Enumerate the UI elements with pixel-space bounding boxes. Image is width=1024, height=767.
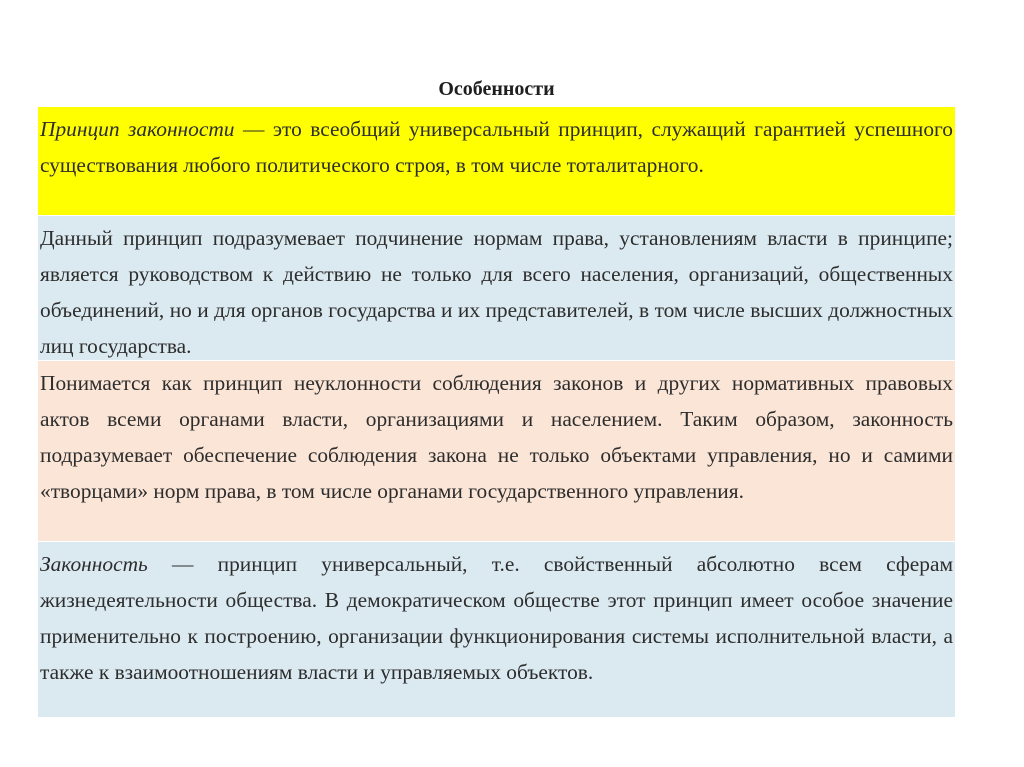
row-text: — принцип универсальный, т.е. свойственный абсолютно всем сферам жизнедеятельности общества. В демократическом обществе этот принцип имеет особое значение применительно к построению, организации функционирования системы исполнительной власти, а также к взаимоотношениям власти и управляемых объектов.	[40, 552, 953, 684]
table-row-principle-of-legality	[38, 107, 955, 215]
table-header	[38, 72, 955, 107]
row-text: Данный принцип подразумевает подчинение нормам права, установлениям власти в принципе; является руководством к действию не только для всего населения, организаций, общественных объединений, но и для органов государства и их представителей, в том числе высших должностных лиц государства.	[40, 226, 953, 358]
table-row-compliance	[38, 360, 955, 541]
row-text: Понимается как принцип неуклонности соблюдения законов и других нормативных правовых актов всеми органами власти, организациями и населением. Таким образом, законность подразумевает обеспечение соблюдения закона не только объектами управления, но и самими «творцами» норм права, в том числе органами государственного управления.	[40, 371, 953, 503]
row-lead-term: Законность	[40, 552, 148, 576]
table-title: Особенности	[438, 78, 555, 100]
table-row-subordination	[38, 215, 955, 360]
features-table	[38, 72, 955, 717]
row-text: — это всеобщий универсальный принцип, служащий гарантией успешного существования любого политического строя, в том числе тоталитарного.	[40, 117, 953, 177]
row-lead-term: Принцип законности	[40, 117, 235, 141]
table-row-legality-universal	[38, 541, 955, 717]
